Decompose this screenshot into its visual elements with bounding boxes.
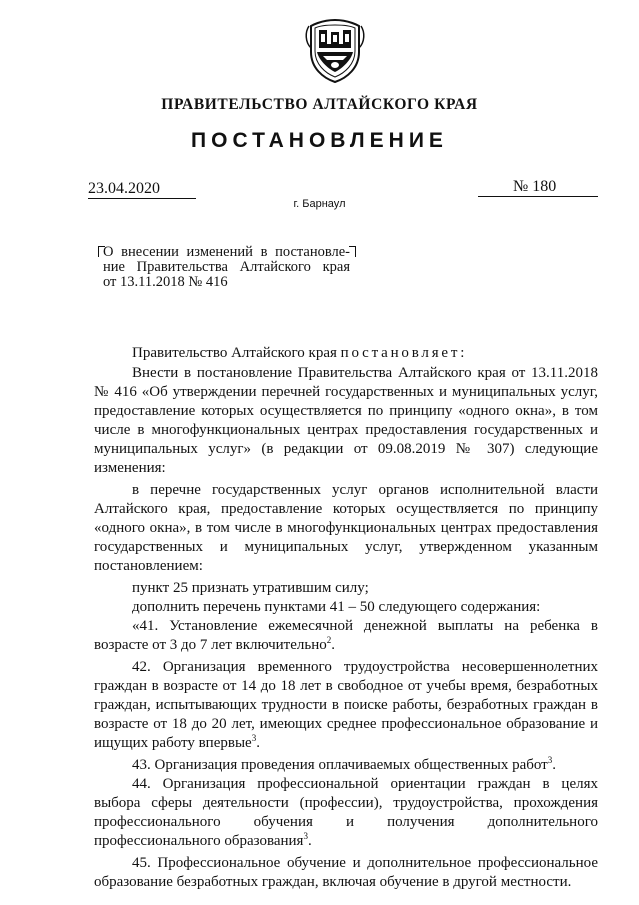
- footnote-ref: 3: [547, 755, 553, 765]
- body-paragraph: дополнить перечень пунктами 41 – 50 следующего содержания:: [132, 599, 541, 615]
- item-end: .: [307, 833, 312, 849]
- document-subject: [103, 245, 350, 290]
- document-number: № 180: [513, 178, 557, 195]
- body-paragraph: в перечне государственных услуг органов исполнительной власти Алтайского края, предоставление которых осуществляется по принципу «одного окна», в том числе в многофункциональных центрах предоставления государственных и муниципальных услуг, утвержденном указанным постановлением:: [94, 482, 598, 574]
- footnote-ref: 2: [326, 635, 332, 645]
- subject-line: от 13.11.2018 № 416: [103, 274, 228, 290]
- list-item-44: [94, 775, 598, 851]
- number-underline: [478, 196, 598, 197]
- subject-line: О внесении изменений в постановле-: [103, 244, 350, 260]
- preamble-text: Правительство Алтайского края: [132, 345, 337, 361]
- document-body: [94, 344, 598, 892]
- list-item-42: [94, 658, 598, 753]
- document-date: 23.04.2020: [88, 180, 160, 197]
- item-end: .: [331, 637, 335, 653]
- item-end: .: [256, 735, 260, 751]
- footnote-ref: 3: [303, 831, 308, 841]
- item-text: 43. Организация проведения оплачиваемых общественных работ: [132, 757, 548, 773]
- item-end: .: [552, 757, 556, 773]
- item-text: 42. Организация временного трудоустройства несовершеннолетних граждан в возрасте от 14 до 18 лет в свободное от учебы время, безработных граждан, испытывающих трудности в поиске работы, безработных граждан в возрасте от 18 до 20 лет, имеющих среднее профессиональное образование и ищущих работу впервые: [94, 659, 598, 751]
- coat-of-arms-emblem: [303, 18, 367, 84]
- item-text: «41. Установление ежемесячной денежной выплаты на ребенка в возрасте от 3 до 7 лет включительно: [94, 618, 598, 653]
- document-type-title: ПОСТАНОВЛЕНИЕ: [191, 129, 448, 152]
- preamble-resolves: постановляет:: [340, 345, 468, 361]
- item-text: 44. Организация профессиональной ориентации граждан в целях выбора сферы деятельности (профессии), трудоустройства, прохождения профессионального обучения и получения дополнительного профессионального образования: [94, 776, 598, 849]
- city-label: г. Барнаул: [293, 198, 346, 210]
- body-paragraph: Внести в постановление Правительства Алтайского края от 13.11.2018 № 416 «Об утверждении перечней государственных и муниципальных услуг, предоставление которых осуществляется по принципу «одного окна», в том числе в многофункциональных центрах предоставления государственных и муниципальных услуг» (в редакции от 09.08.2019 № 307) следующие изменения:: [94, 365, 598, 476]
- list-item-43: [94, 756, 598, 775]
- organization-heading: ПРАВИТЕЛЬСТВО АЛТАЙСКОГО КРАЯ: [161, 96, 478, 113]
- subject-bracket-right: [349, 246, 356, 257]
- list-item-41: [94, 617, 598, 655]
- body-paragraph: пункт 25 признать утратившим силу;: [132, 580, 369, 596]
- footnote-ref: 3: [251, 733, 257, 743]
- preamble-paragraph: [94, 344, 598, 363]
- subject-line: ние Правительства Алтайского края: [103, 259, 350, 275]
- list-item-45: 45. Профессиональное обучение и дополнительное профессиональное образование безработных граждан, включая обучение в другой местности.: [94, 855, 598, 890]
